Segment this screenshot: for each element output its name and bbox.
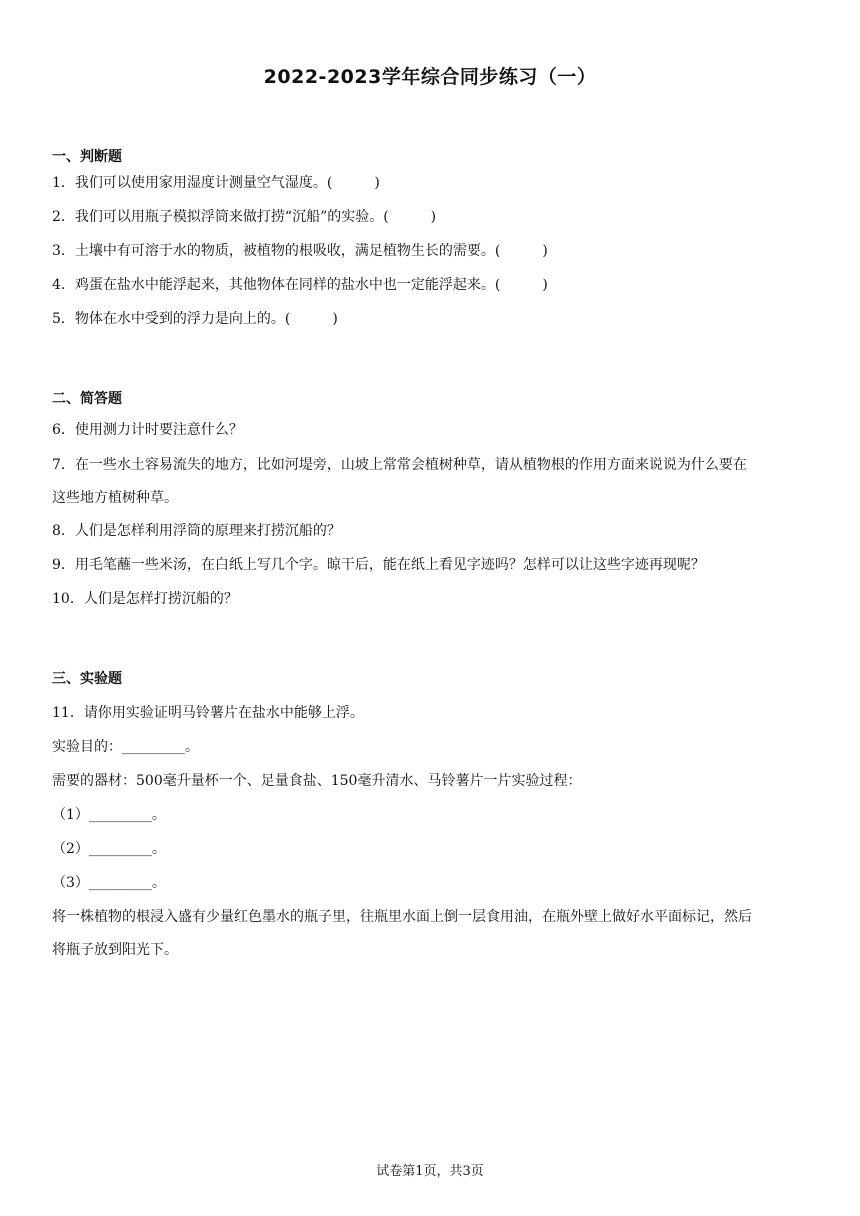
experiment-step-2: （2）_________。 [52,841,166,857]
question-9: 9．用毛笔蘸一些米汤，在白纸上写几个字。晾干后，能在纸上看见字迹吗？怎样可以让这些字迹再现呢？ [52,557,705,573]
page-title: 2022-2023学年综合同步练习（一） [263,66,597,88]
question-1: 1．我们可以使用家用湿度计测量空气湿度。( ) [52,175,380,191]
experiment-purpose: 实验目的：_________。 [52,739,199,755]
paragraph-line-1: 将一株植物的根浸入盛有少量红色墨水的瓶子里，往瓶里水面上倒一层食用油，在瓶外壁上做好水平面标记，然后 [52,909,752,925]
question-8: 8．人们是怎样利用浮筒的原理来打捞沉船的？ [52,523,341,539]
question-7-line-1: 7．在一些水土容易流失的地方，比如河堤旁，山坡上常常会植树种草，请从植物根的作用方面来说说为什么要在 [52,457,747,473]
experiment-step-3: （3）_________。 [52,875,166,891]
section-heading-short-answer: 二、简答题 [52,391,122,407]
experiment-materials: 需要的器材：500毫升量杯一个、足量食盐、150毫升清水、马铃薯片一片实验过程： [52,773,582,789]
question-7-line-2: 这些地方植树种草。 [52,490,178,506]
experiment-step-1: （1）_________。 [52,807,166,823]
question-3: 3．土壤中有可溶于水的物质，被植物的根吸收，满足植物生长的需要。( ) [52,243,548,259]
question-11: 11．请你用实验证明马铃薯片在盐水中能够上浮。 [52,705,364,721]
paragraph-line-2: 将瓶子放到阳光下。 [52,942,178,958]
question-6: 6．使用测力计时要注意什么？ [52,422,243,438]
section-heading-experiment: 三、实验题 [52,671,122,687]
section-heading-judgement: 一、判断题 [52,149,122,165]
question-2: 2．我们可以用瓶子模拟浮筒来做打捞“沉船”的实验。( ) [52,209,437,225]
question-10: 10．人们是怎样打捞沉船的？ [52,591,238,607]
question-4: 4．鸡蛋在盐水中能浮起来，其他物体在同样的盐水中也一定能浮起来。( ) [52,277,548,293]
question-5: 5．物体在水中受到的浮力是向上的。( ) [52,311,338,327]
page-footer: 试卷第1页，共3页 [376,1164,484,1179]
